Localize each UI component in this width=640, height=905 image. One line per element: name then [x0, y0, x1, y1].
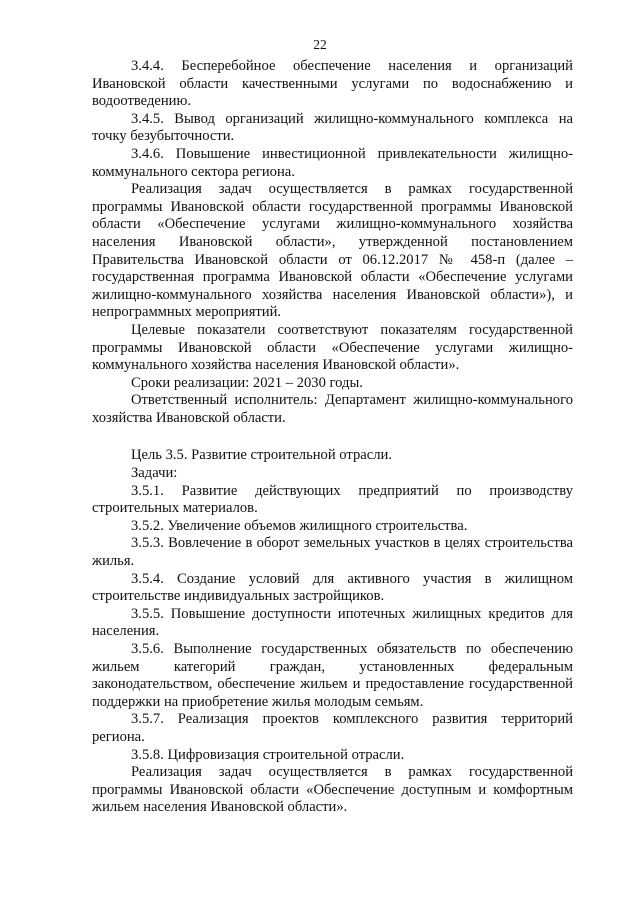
task-3-5-6: 3.5.6. Выполнение государственных обязательств по обеспечению жильем категорий граждан, установленных федеральным законодательством, обеспечение жильем и предоставление государственной поддержки на приобретение жилья молодым семьям. [92, 641, 573, 710]
task-3-4-4: 3.4.4. Бесперебойное обеспечение населения и организаций Ивановской области качественными услугами по водоснабжению и водоотведению. [92, 58, 573, 110]
implementation-paragraph-2: Реализация задач осуществляется в рамках государственной программы Ивановской области «Обеспечение доступным и комфортным жильем населения Ивановской области». [92, 764, 573, 816]
task-3-5-7: 3.5.7. Реализация проектов комплексного развития территорий региона. [92, 711, 573, 745]
section-gap [92, 427, 573, 447]
task-3-5-3: 3.5.3. Вовлечение в оборот земельных участков в целях строительства жилья. [92, 535, 573, 570]
target-indicators-paragraph: Целевые показатели соответствуют показателям государственной программы Ивановской области «Обеспечение услугами жилищно-коммунального хозяйства населения Ивановской области». [92, 321, 573, 374]
tasks-label: Задачи: [131, 465, 178, 482]
task-3-4-6: 3.4.6. Повышение инвестиционной привлекательности жилищно-коммунального сектора региона. [92, 145, 573, 180]
document-body [92, 58, 573, 817]
goal-heading: Цель 3.5. Развитие строительной отрасли. [131, 447, 392, 464]
task-3-5-8: 3.5.8. Цифровизация строительной отрасли. [131, 746, 405, 763]
page-number: 22 [313, 37, 327, 52]
task-3-5-2: 3.5.2. Увеличение объемов жилищного строительства. [131, 517, 468, 534]
implementation-paragraph: Реализация задач осуществляется в рамках государственной программы Ивановской области государственной программы Ивановской области «Обеспечение услугами жилищно-коммунального хозяйства населения Ивановской области», утвержденной постановлением Правительства Ивановской области от 06.12.2017 № 458-п (далее – государственная программа Ивановской области «Обеспечение услугами жилищно-коммунального хозяйства населения Ивановской области»), и непрограммных мероприятий. [92, 181, 573, 321]
task-3-5-5: 3.5.5. Повышение доступности ипотечных жилищных кредитов для населения. [92, 605, 573, 640]
implementation-period: Сроки реализации: 2021 – 2030 годы. [131, 374, 363, 391]
task-3-4-5: 3.4.5. Вывод организаций жилищно-коммунального комплекса на точку безубыточности. [92, 110, 573, 145]
task-3-5-1: 3.5.1. Развитие действующих предприятий по производству строительных материалов. [92, 482, 573, 517]
task-3-5-4: 3.5.4. Создание условий для активного участия в жилищном строительстве индивидуальных застройщиков. [92, 570, 573, 605]
responsible-executor: Ответственный исполнитель: Департамент жилищно-коммунального хозяйства Ивановской области. [92, 392, 573, 426]
